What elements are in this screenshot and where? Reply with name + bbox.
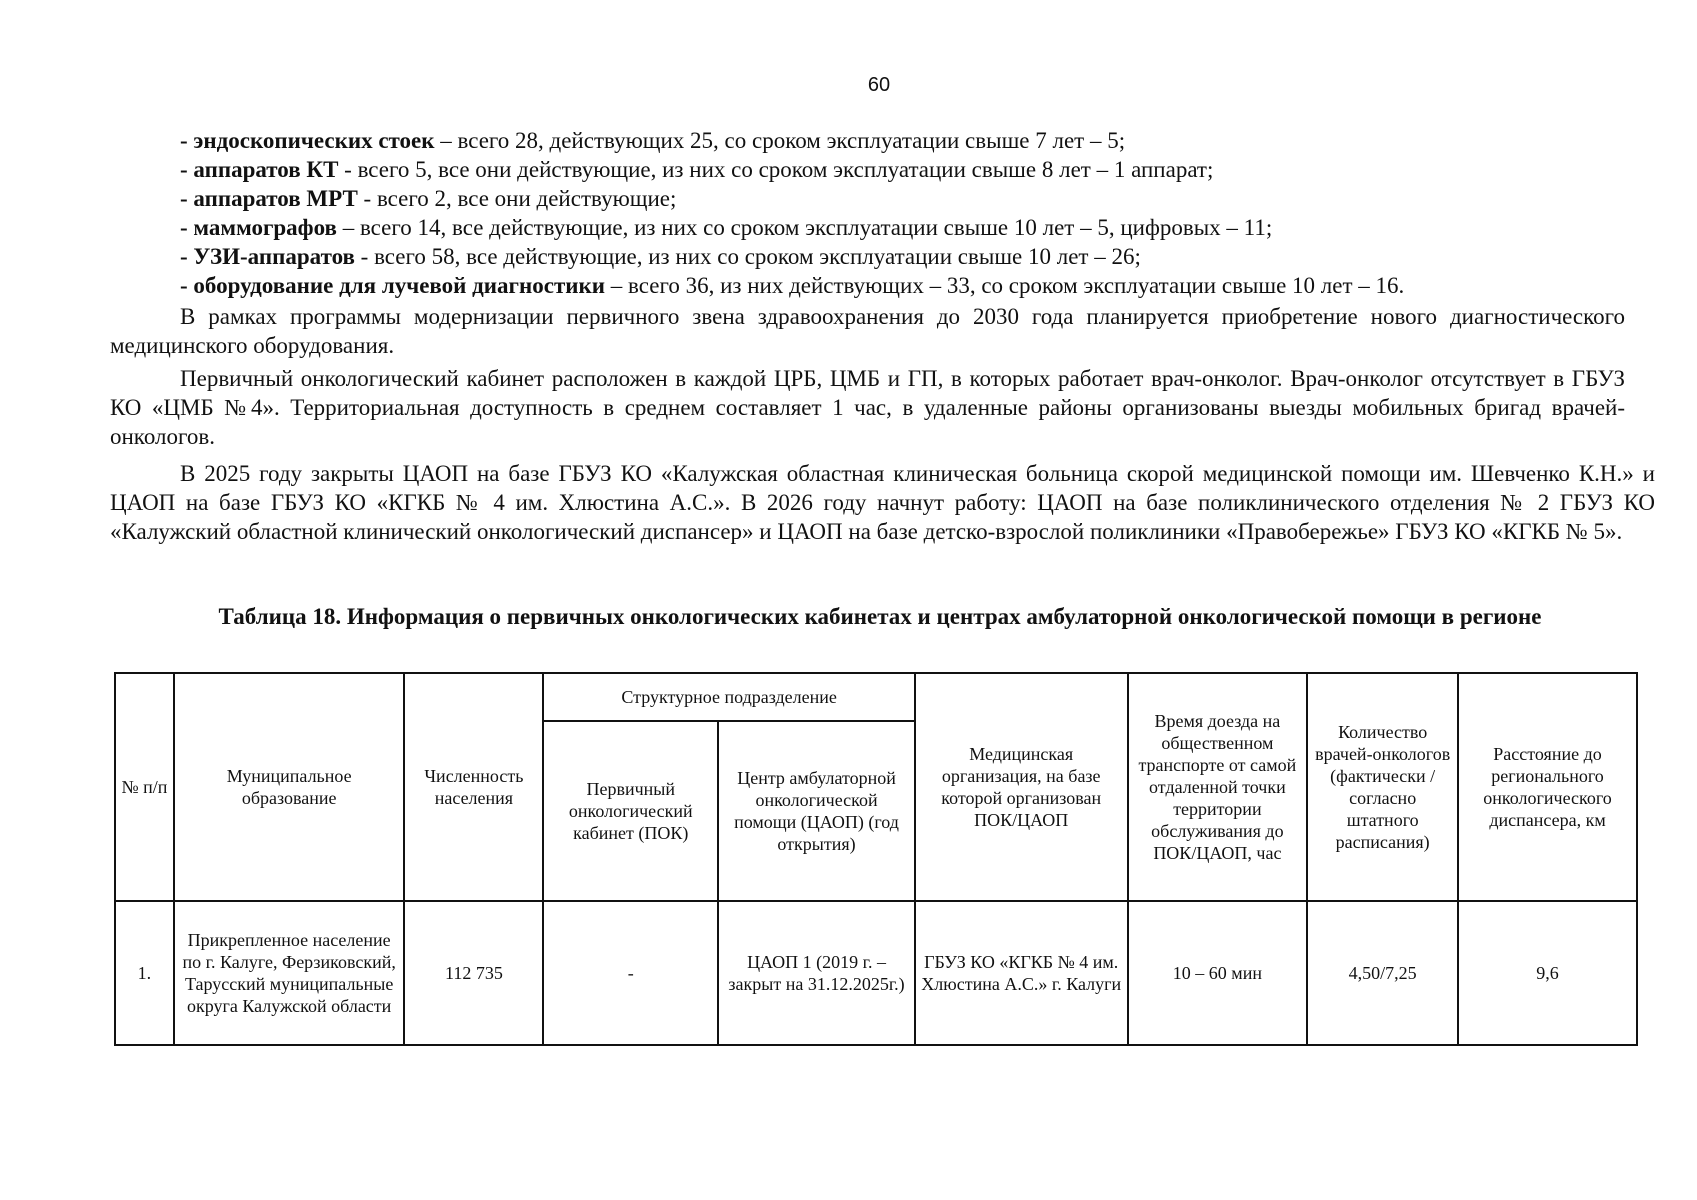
- cell-population: 112 735: [404, 901, 543, 1045]
- cell-organization: ГБУЗ КО «КГКБ № 4 им. Хлюстина А.С.» г. Калуги: [915, 901, 1128, 1045]
- cell-oncologists: 4,50/7,25: [1307, 901, 1458, 1045]
- table-header-row: [115, 673, 1637, 721]
- cell-caop: ЦАОП 1 (2019 г. – закрыт на 31.12.2025г.): [718, 901, 915, 1045]
- header-caop: Центр амбулаторной онкологической помощи (ЦАОП) (год открытия): [718, 721, 915, 901]
- equipment-item-ct: - аппаратов КТ - всего 5, все они действующие, из них со сроком эксплуатации свыше 8 лет – 1 аппарат;: [180, 157, 1214, 182]
- header-organization: Медицинская организация, на базе которой организован ПОК/ЦАОП: [915, 673, 1128, 901]
- page-number: 60: [867, 74, 891, 96]
- equipment-item-ultrasound: - УЗИ-аппаратов - всего 58, все действующие, из них со сроком эксплуатации свыше 10 лет – 26;: [180, 244, 1141, 269]
- header-pok: Первичный онкологический кабинет (ПОК): [543, 721, 718, 901]
- table-row: [115, 901, 1637, 1045]
- header-structural-unit: Структурное подразделение: [543, 673, 915, 721]
- table-caption: Таблица 18. Информация о первичных онкологических кабинетах и центрах амбулаторной онкологической помощи в регионе: [218, 604, 1542, 629]
- header-municipality: Муниципальное образование: [174, 673, 405, 901]
- equipment-item-endoscopic: - эндоскопических стоек – всего 28, действующих 25, со сроком эксплуатации свыше 7 лет – 5;: [180, 128, 1126, 153]
- cell-pok: -: [543, 901, 718, 1045]
- cell-travel-time: 10 – 60 мин: [1128, 901, 1308, 1045]
- header-oncologists: Количество врачей-онкологов (фактически / согласно штатного расписания): [1307, 673, 1458, 901]
- paragraph-caop: В 2025 году закрыты ЦАОП на базе ГБУЗ КО «Калужская областная клиническая больница скорой медицинской помощи им. Шевченко К.Н.» и ЦАОП на базе ГБУЗ КО «КГКБ № 4 им. Хлюстина А.С.». В 2026 году начнут работу: ЦАОП на базе поликлинического отделения № 2 ГБУЗ КО «Калужский областной клинический онкологический диспансер» и ЦАОП на базе детско-взрослой поликлиники «Правобережье» ГБУЗ КО «КГКБ № 5».: [110, 461, 1655, 544]
- paragraph-oncology-cabinet: Первичный онкологический кабинет расположен в каждой ЦРБ, ЦМБ и ГП, в которых работает врач-онколог. Врач-онколог отсутствует в ГБУЗ КО «ЦМБ №4». Территориальная доступность в среднем составляет 1 час, в удаленные районы организованы выезды мобильных бригад врачей-онкологов.: [110, 366, 1625, 449]
- equipment-item-radiology: - оборудование для лучевой диагностики – всего 36, из них действующих – 33, со сроком эксплуатации свыше 10 лет – 16.: [180, 273, 1405, 298]
- header-num: № п/п: [115, 673, 174, 901]
- equipment-item-mri: - аппаратов МРТ - всего 2, все они действующие;: [180, 186, 677, 211]
- oncology-centers-table: [114, 672, 1638, 1046]
- paragraph-modernization: В рамках программы модернизации первичного звена здравоохранения до 2030 года планируется приобретение нового диагностического медицинского оборудования.: [110, 304, 1625, 358]
- header-population: Численность населения: [404, 673, 543, 901]
- cell-num: 1.: [115, 901, 174, 1045]
- equipment-item-mammograph: - маммографов – всего 14, все действующие, из них со сроком эксплуатации свыше 10 лет – 5, цифровых – 11;: [180, 215, 1273, 240]
- body-text: [110, 126, 1655, 546]
- cell-municipality: Прикрепленное население по г. Калуге, Ферзиковский, Тарусский муниципальные округа Калужской области: [174, 901, 405, 1045]
- cell-distance: 9,6: [1458, 901, 1637, 1045]
- header-distance: Расстояние до регионального онкологического диспансера, км: [1458, 673, 1637, 901]
- header-travel-time: Время доезда на общественном транспорте от самой отдаленной точки территории обслуживания до ПОК/ЦАОП, час: [1128, 673, 1308, 901]
